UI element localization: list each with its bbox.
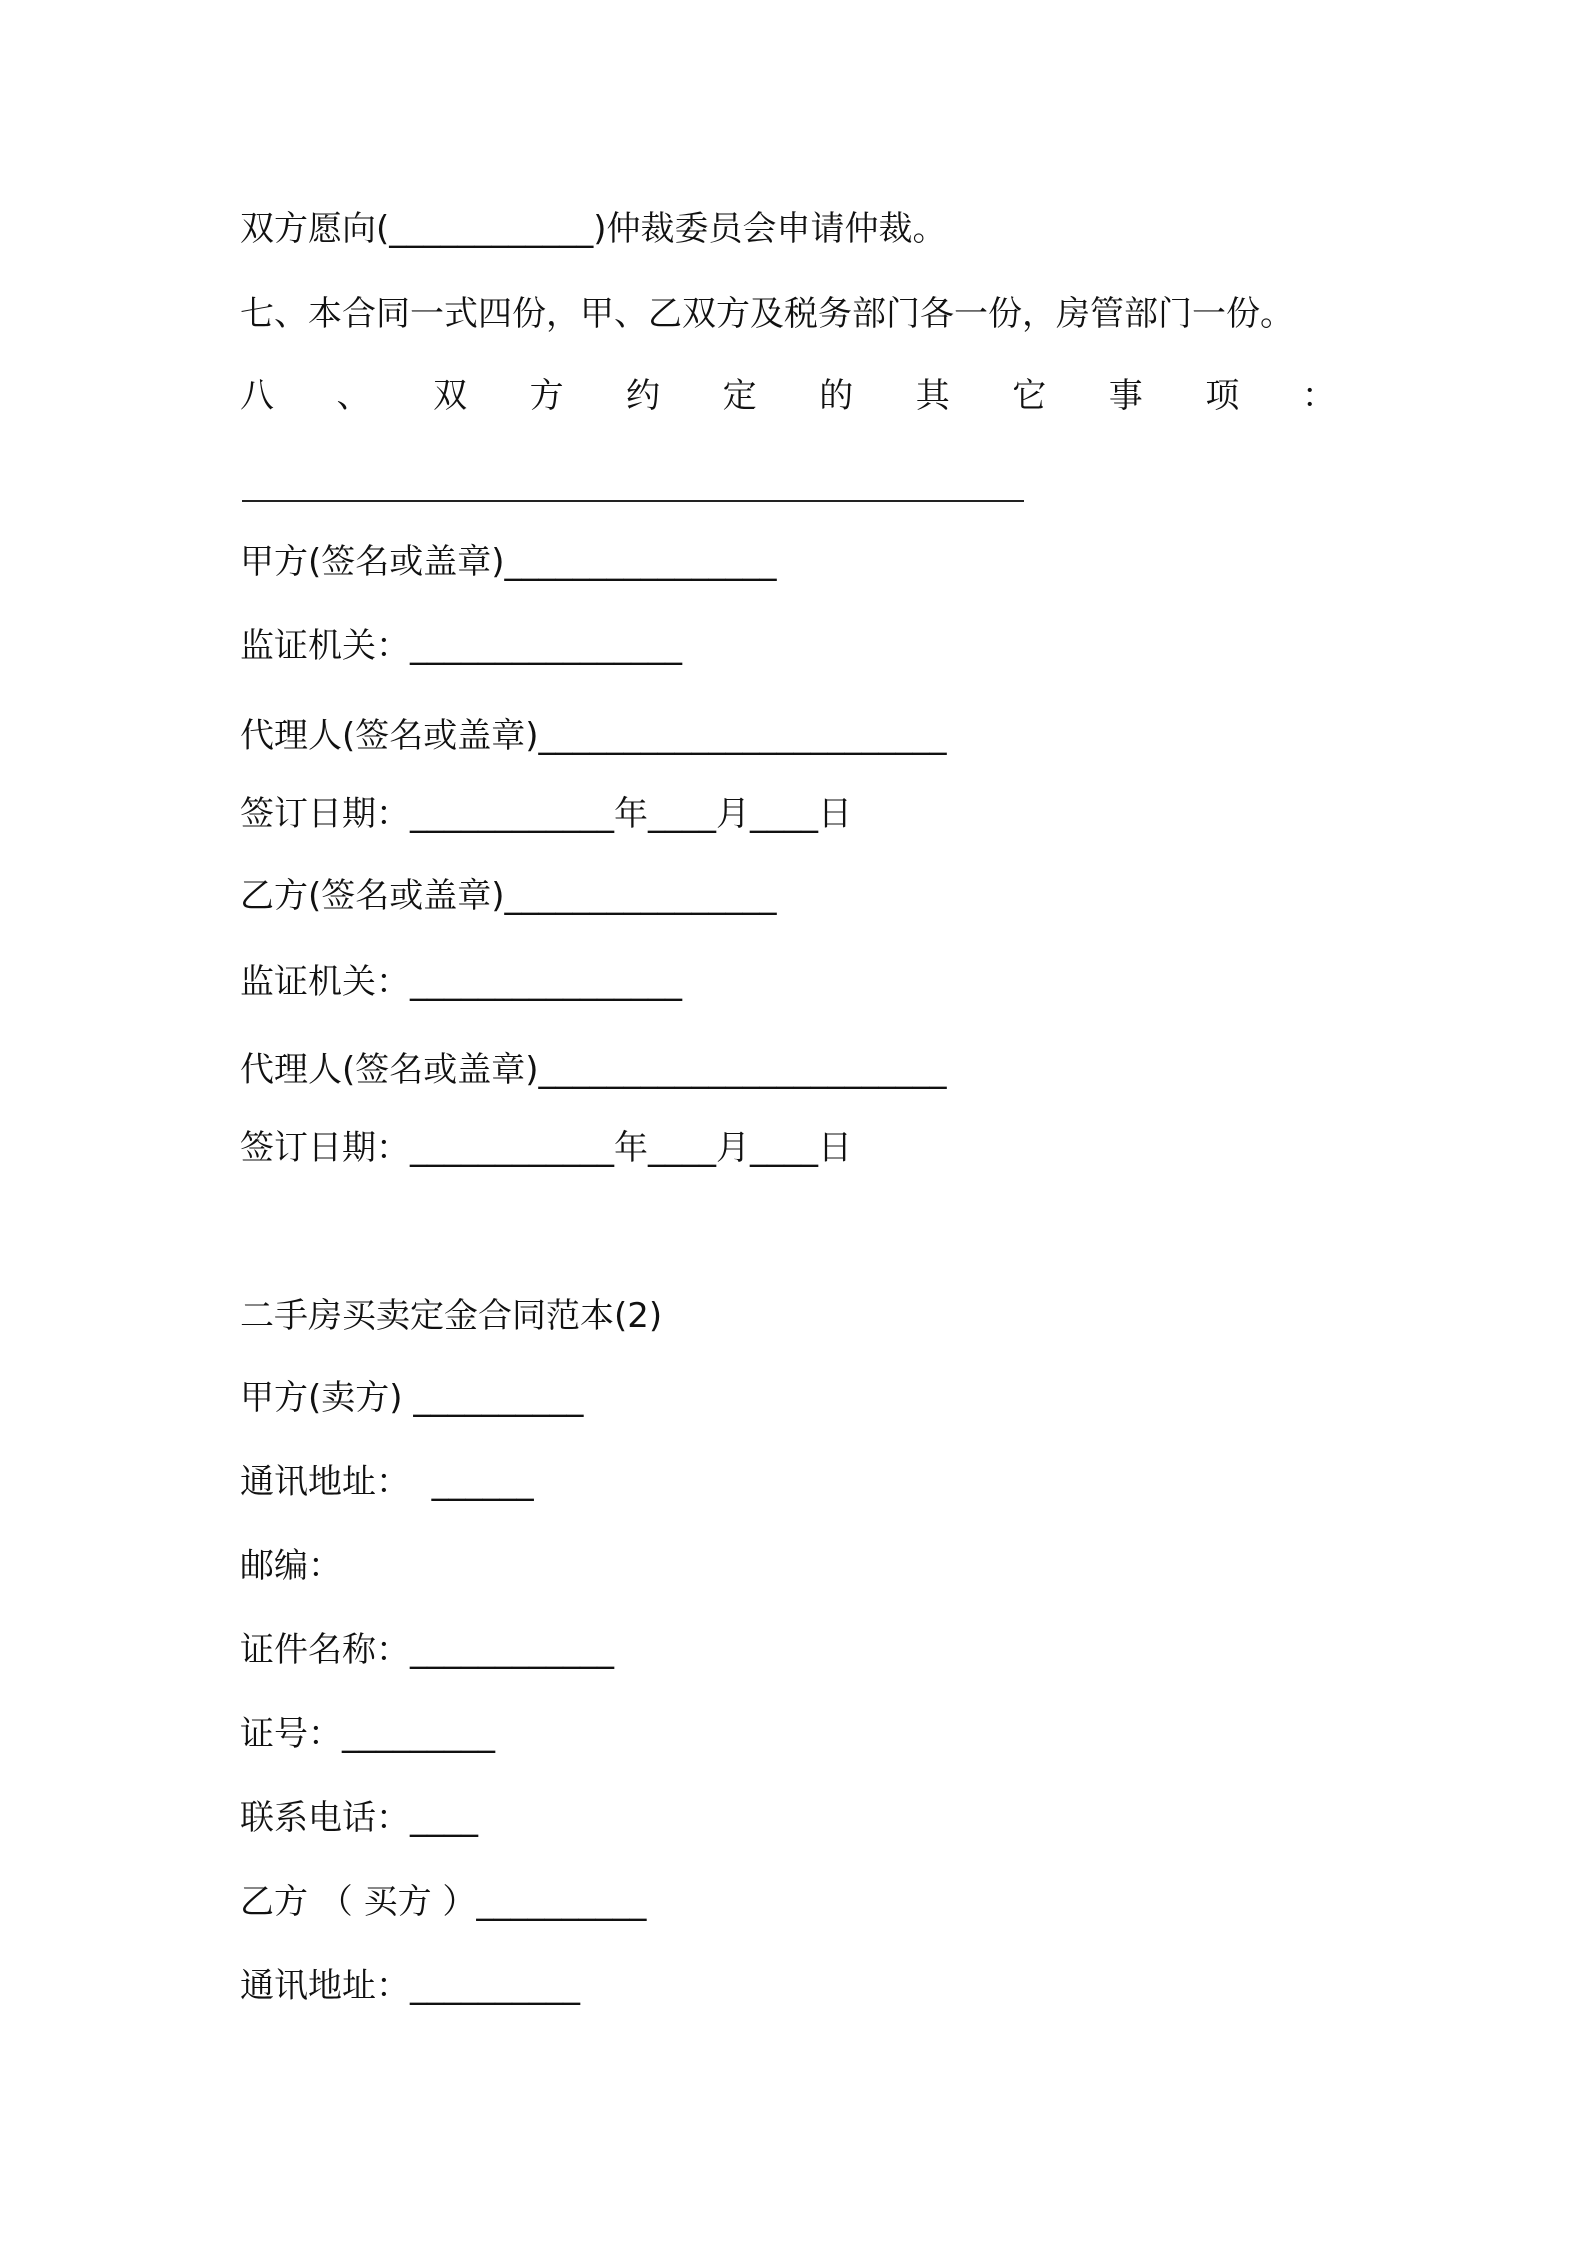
clause-eight-char: 的 xyxy=(819,376,854,416)
party-b-date: 签订日期：____________年____月____日 xyxy=(240,1128,852,1168)
arbitration-clause: 双方愿向(____________)仲裁委员会申请仲裁。 xyxy=(240,209,947,249)
clause-eight-char: 定 xyxy=(722,376,757,416)
seller-phone: 联系电话：____ xyxy=(240,1798,478,1838)
buyer-address: 通讯地址：__________ xyxy=(240,1966,580,2006)
clause-eight-char: 其 xyxy=(915,376,950,416)
blank-line xyxy=(242,500,1024,502)
seller-id-number: 证号：_________ xyxy=(240,1714,495,1754)
seller-line: 甲方(卖方) __________ xyxy=(240,1378,584,1418)
party-b-signature: 乙方(签名或盖章)________________ xyxy=(240,876,777,916)
party-b-agent: 代理人(签名或盖章)________________________ xyxy=(240,1050,947,1090)
party-a-agent: 代理人(签名或盖章)________________________ xyxy=(240,716,947,756)
clause-eight-char: 约 xyxy=(626,376,661,416)
clause-seven: 七、本合同一式四份，甲、乙双方及税务部门各一份，房管部门一份。 xyxy=(240,294,1294,334)
clause-eight-char: 八 xyxy=(240,376,274,416)
seller-address: 通讯地址： ______ xyxy=(240,1462,534,1502)
clause-eight-char: 项 xyxy=(1205,376,1240,416)
clause-eight-heading xyxy=(240,372,1336,420)
seller-postcode: 邮编： xyxy=(240,1546,342,1586)
party-b-notary: 监证机关：________________ xyxy=(240,962,682,1002)
clause-eight-char: 、 xyxy=(336,376,371,416)
party-a-notary: 监证机关：________________ xyxy=(240,626,682,666)
clause-eight-char: 它 xyxy=(1012,376,1047,416)
clause-eight-char: ： xyxy=(1301,376,1336,416)
clause-eight-char: 事 xyxy=(1108,376,1143,416)
buyer-line: 乙方 （ 买方 ）__________ xyxy=(240,1882,647,1922)
section-title: 二手房买卖定金合同范本(2) xyxy=(240,1296,663,1336)
party-a-signature: 甲方(签名或盖章)________________ xyxy=(240,542,777,582)
seller-id-type: 证件名称：____________ xyxy=(240,1630,614,1670)
clause-eight-char: 方 xyxy=(529,376,564,416)
clause-eight-char: 双 xyxy=(433,376,468,416)
party-a-date: 签订日期：____________年____月____日 xyxy=(240,794,852,834)
